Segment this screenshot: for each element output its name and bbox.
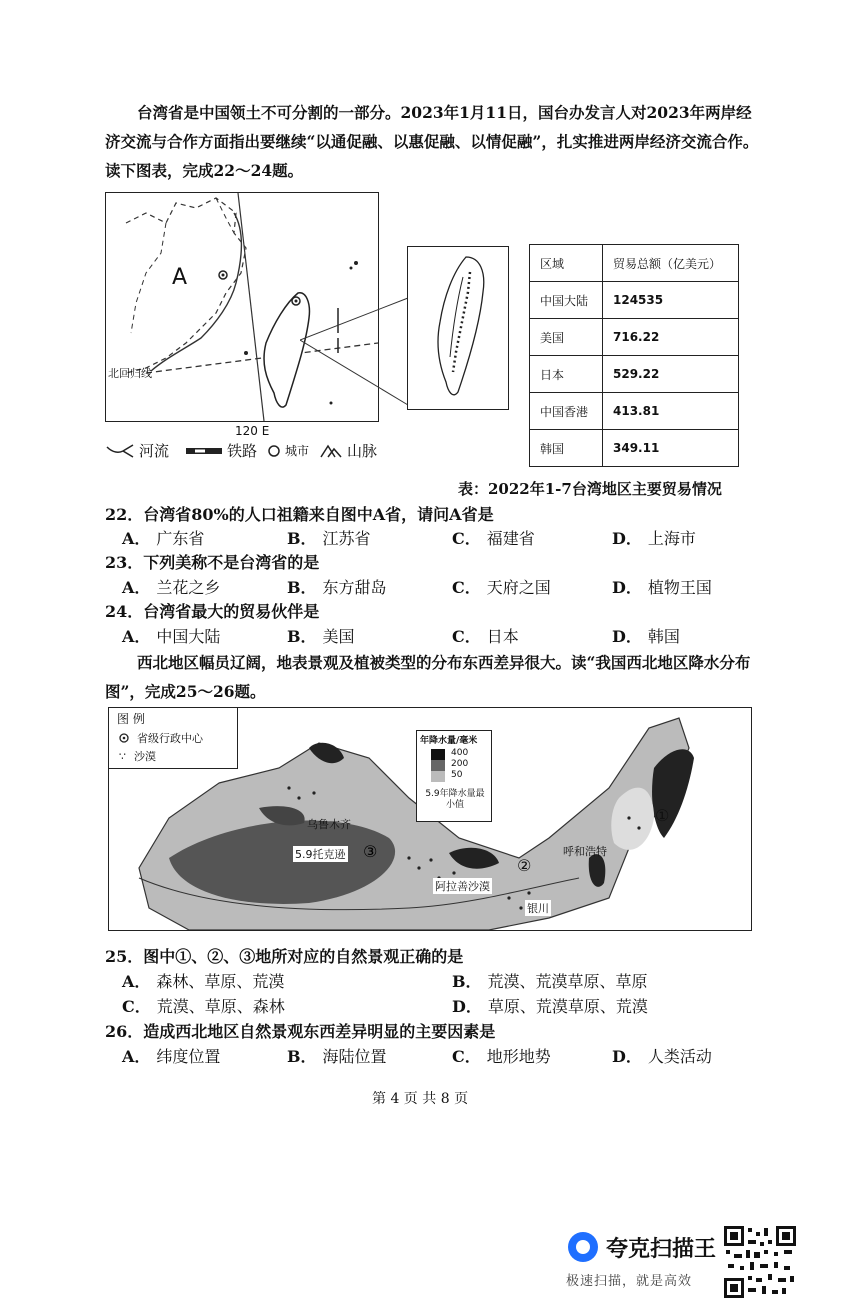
- option-23-b: B． 东方甜岛: [287, 578, 387, 597]
- table-row: [530, 319, 739, 356]
- table-cell: 美国: [530, 319, 603, 356]
- yinchuan-label: 银川: [527, 902, 549, 915]
- capital-icon: [119, 733, 129, 743]
- table-header-row: [530, 245, 739, 282]
- question-22-stem: 22．台湾省80%的人口祖籍来自图中A省，请问A省是: [105, 505, 494, 524]
- table-row: [530, 430, 739, 467]
- qr-code[interactable]: [724, 1226, 796, 1298]
- precip-400-swatch: [431, 749, 445, 760]
- marker-1: ①: [655, 806, 670, 825]
- marker-2: ②: [517, 856, 532, 875]
- table-row: [530, 393, 739, 430]
- desert-dots-icon: ∵: [119, 749, 126, 763]
- city-icon: [267, 444, 281, 458]
- table-cell: 349.11: [603, 430, 739, 467]
- option-23-a: A． 兰花之乡: [122, 578, 221, 597]
- table-cell: 中国大陆: [530, 282, 603, 319]
- option-26-d: D． 人类活动: [612, 1047, 712, 1066]
- table-cell: 124535: [603, 282, 739, 319]
- table-cell: 413.81: [603, 393, 739, 430]
- option-24-b: B． 美国: [287, 627, 355, 646]
- taiwan-inset-map: [407, 246, 509, 410]
- legend-desert: ∵ 沙漠: [119, 749, 156, 763]
- tropic-label: 北回归线: [108, 367, 152, 380]
- table-cell: 日本: [530, 356, 603, 393]
- table-caption: 表：2022年1-7台湾地区主要贸易情况: [458, 480, 722, 498]
- question-25-stem: 25．图中①、②、③地所对应的自然景观正确的是: [105, 947, 464, 966]
- table-cell: 中国香港: [530, 393, 603, 430]
- intro-paragraph-1: 台湾省是中国领土不可分割的一部分。2023年1月11日，国台办发言人对2023年两岸经济交流与合作方面指出要继续“以通促融、以惠促融、以情促融”，扎实推进两岸经济交流合作。读下图表，完成22～24题。: [105, 103, 759, 180]
- legend-label: 铁路: [227, 442, 258, 460]
- legend-capital: 省级行政中心: [119, 730, 203, 746]
- option-25-b: B． 荒漠、荒漠草原、草原: [452, 972, 648, 991]
- question-23-stem: 23．下列美称不是台湾省的是: [105, 553, 320, 572]
- option-22-b: B． 江苏省: [287, 529, 371, 548]
- option-23-c: C． 天府之国: [452, 578, 551, 597]
- option-23-d: D． 植物王国: [612, 578, 712, 597]
- table-row: [530, 282, 739, 319]
- table-cell: 韩国: [530, 430, 603, 467]
- longitude-label: 120 E: [235, 424, 270, 438]
- map2-legend-title: 图 例: [117, 712, 145, 726]
- precip-50-swatch: [431, 771, 445, 782]
- option-24-a: A． 中国大陆: [122, 627, 221, 646]
- option-24-d: D． 韩国: [612, 627, 680, 646]
- question-26-stem: 26．造成西北地区自然景观东西差异明显的主要因素是: [105, 1022, 496, 1041]
- trade-table-wrapper: [529, 244, 739, 467]
- brand-name: 夸克扫描王: [606, 1237, 717, 1262]
- question-24-stem: 24．台湾省最大的贸易伙伴是: [105, 602, 320, 621]
- precipitation-key: 年降水量/毫米 400 200 50 5.9年降水量最小值: [416, 730, 492, 822]
- brand-slogan: 极速扫描，就是高效: [566, 1274, 693, 1289]
- option-25-d: D． 草原、荒漠草原、荒漠: [452, 997, 648, 1016]
- option-22-c: C． 福建省: [452, 529, 535, 548]
- marker-3: ③: [363, 842, 378, 861]
- option-25-c: C． 荒漠、草原、森林: [122, 997, 285, 1016]
- hohhot-label: 呼和浩特: [563, 845, 607, 858]
- option-25-a: A． 森林、草原、荒漠: [122, 972, 285, 991]
- map2-legend: [109, 708, 238, 769]
- zoom-lines: [300, 240, 410, 420]
- legend-label: 山脉: [347, 442, 378, 460]
- page-number: 第 4 页 共 8 页: [372, 1091, 469, 1107]
- option-26-a: A． 纬度位置: [122, 1047, 221, 1066]
- option-22-a: A． 广东省: [122, 529, 205, 548]
- table-header: 区域: [530, 245, 603, 282]
- option-22-d: D． 上海市: [612, 529, 696, 548]
- legend-label: 城市: [285, 444, 310, 458]
- table-cell: 716.22: [603, 319, 739, 356]
- alxa-label: 阿拉善沙漠: [435, 880, 490, 893]
- railway-icon: [185, 445, 223, 457]
- precip-200-swatch: [431, 760, 445, 771]
- table-header: 贸易总额（亿美元）: [603, 245, 739, 282]
- legend-label: 河流: [139, 442, 170, 460]
- province-a-label: A: [172, 265, 188, 290]
- river-icon: [105, 443, 135, 459]
- trade-table: [529, 244, 739, 467]
- table-cell: 529.22: [603, 356, 739, 393]
- map-legend: [105, 440, 377, 461]
- mountain-icon: [319, 443, 343, 459]
- option-24-c: C． 日本: [452, 627, 519, 646]
- brand-logo-icon: [568, 1232, 598, 1262]
- option-26-b: B． 海陆位置: [287, 1047, 387, 1066]
- tuokexun-label: 5.9托克逊: [295, 848, 346, 861]
- option-26-c: C． 地形地势: [452, 1047, 551, 1066]
- urumqi-label: 乌鲁木齐: [307, 818, 351, 831]
- intro-paragraph-2: 西北地区幅员辽阔，地表景观及植被类型的分布东西差异很大。读“我国西北地区降水分布图”，完成25～26题。: [105, 653, 751, 701]
- northwest-precipitation-map: [108, 707, 752, 931]
- table-row: [530, 356, 739, 393]
